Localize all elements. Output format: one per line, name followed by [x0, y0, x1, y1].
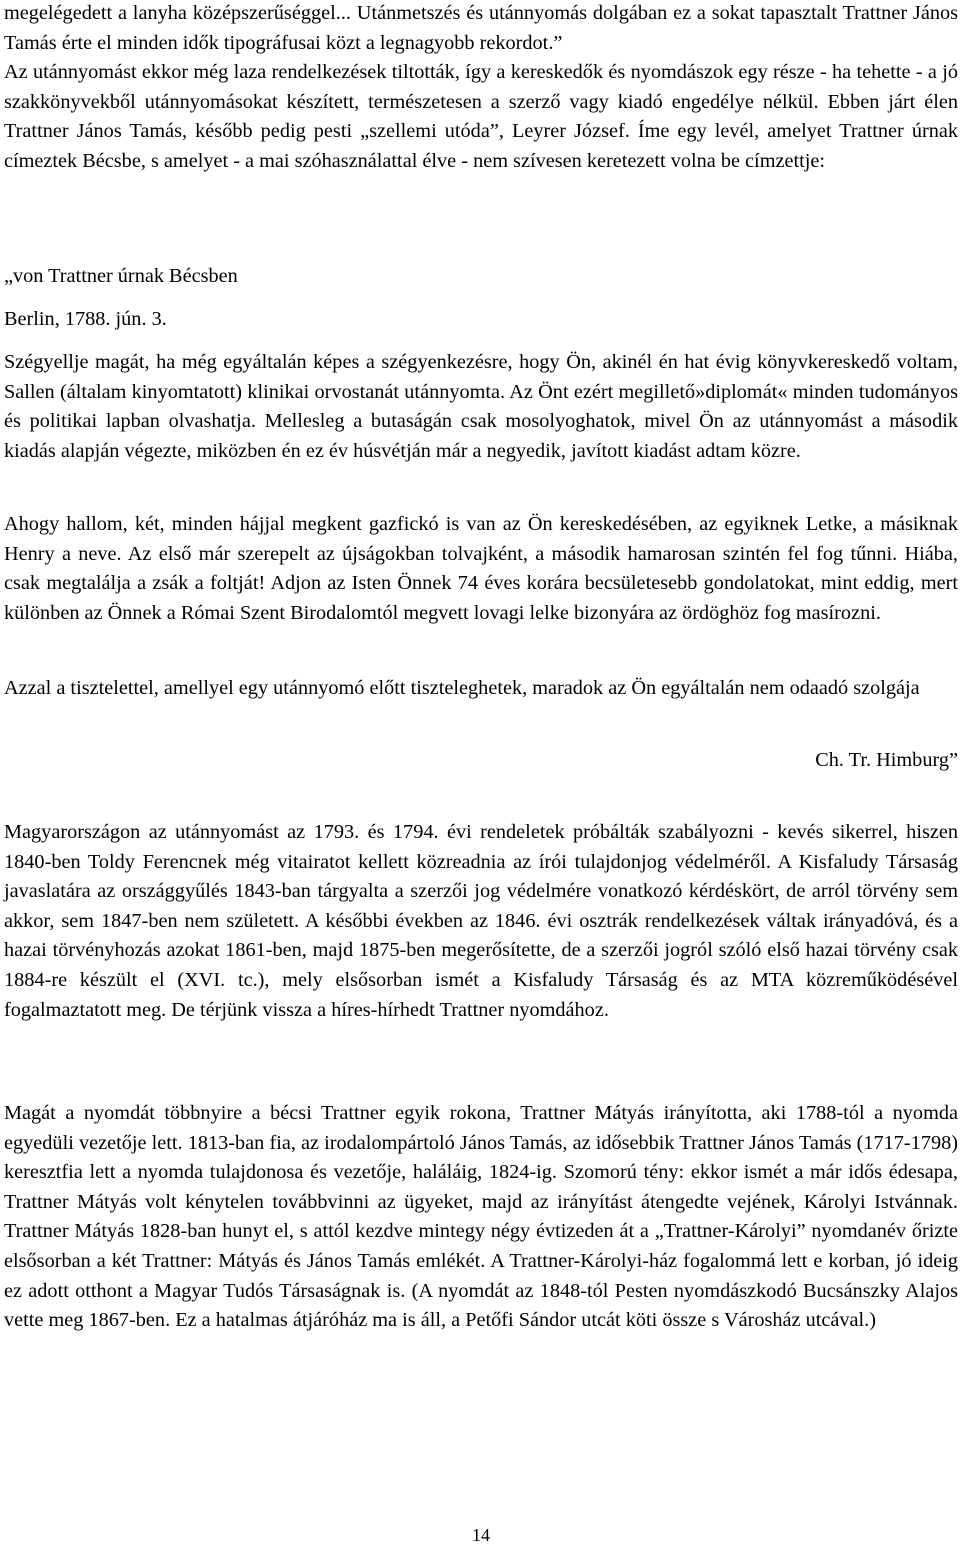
- letter-paragraph-szegyellje: Szégyellje magát, ha még egyáltalán képes a szégyenkezésre, hogy Ön, akinél én hat évig könyvkereskedő voltam, Sallen (általam kinyomtatott) klinikai orvostanát utánnyomta. Az Önt ezért megillető»diplomát« minden tudományos és politikai lapban olvashatja. Mellesleg a butaságán csak mosolyoghatok, mivel Ön az utánnyomást a második kiadás alapján végezte, miközben én ez év húsvétján már a negyedik, javított kiadást adtam közre.: [4, 351, 958, 462]
- letter-paragraph-ahogy: Ahogy hallom, két, minden hájjal megkent gazfickó is van az Ön kereskedésében, az egyiknek Letke, a másiknak Henry a neve. Az első már szerepelt az újságokban tolvajként, a második hamarosan szintén fel fog tűnni. Hiába, csak megtalálja a zsák a foltját! Adjon az Isten Önnek 74 éves korára becsületesebb gondolatokat, mint eddig, mert különben az Önnek a Római Szent Birodalomtól megvett lovagi lelke bizonyára az ördöghöz fog masírozni.: [4, 513, 958, 624]
- page-number: 14: [472, 1525, 490, 1545]
- letter-signature: Ch. Tr. Himburg”: [815, 749, 958, 771]
- paragraph-intro: megelégedett a lanyha középszerűséggel... Utánmetszés és utánnyomás dolgában ez a sokat tapasztalt Trattner János Tamás érte el minden idők tipográfusai közt a legnagyobb rekordot.”: [4, 2, 958, 54]
- paragraph-magyarorszagon: Magyarországon az utánnyomást az 1793. és 1794. évi rendeletek próbálták szabályozni - kevés sikerrel, hiszen 1840-ben Toldy Ferencnek még vitairatot kellett közreadnia az írói tulajdonjog védelméről. A Kisfaludy Társaság javaslatára az országgyűlés 1843-ban tárgyalta a szerzői jog védelmére vonatkozó kérdéskört, de arról törvény sem akkor, sem 1847-ben nem született. A későbbi években az 1846. évi osztrák rendelkezések váltak irányadóvá, és a hazai törvényhozás azokat 1861-ben, majd 1875-ben megerősítette, de a szerzői jogról szóló első hazai törvény csak 1884-re készült el (XVI. tc.), mely elsősorban ismét a Kisfaludy Társaság és az MTA közreműködésével fogalmaztatott meg. De térjünk vissza a híres-hírhedt Trattner nyomdához.: [4, 821, 958, 1021]
- letter-address: „von Trattner úrnak Bécsben: [4, 265, 238, 287]
- letter-date: Berlin, 1788. jún. 3.: [4, 308, 167, 330]
- paragraph-magat-a-nyomdat: Magát a nyomdát többnyire a bécsi Trattner egyik rokona, Trattner Mátyás irányította, aki 1788-tól a nyomda egyedüli vezetője lett. 1813-ban fia, az irodalompártoló János Tamás, az idősebbik Trattner János Tamás (1717-1798) keresztfia lett a nyomda tulajdonosa és vezetője, haláláig, 1824-ig. Szomorú tény: ekkor ismét a már idős édesapa, Trattner Mátyás volt kénytelen továbbvinni az ügyeket, majd az irányítást átengedte vejének, Károlyi Istvánnak. Trattner Mátyás 1828-ban hunyt el, s attól kezdve mintegy négy évtizeden át a „Trattner-Károlyi” nyomdanév őrizte elsősorban a két Trattner: Mátyás és János Tamás emlékét. A Trattner-Károlyi-ház fogalommá lett e korban, jó ideig ez adott otthont a Magyar Tudós Társaságnak is. (A nyomdát az 1848-tól Pesten nyomdászkodó Bucsánszky Alajos vette meg 1867-ben. Ez a hatalmas átjáróház ma is áll, a Petőfi Sándor utcát köti össze s Városház utcával.): [4, 1102, 958, 1332]
- letter-closing: Azzal a tisztelettel, amellyel egy utánnyomó előtt tiszteleghetek, maradok az Ön egyáltalán nem odaadó szolgája: [4, 677, 920, 699]
- paragraph-utannyomas: Az utánnyomást ekkor még laza rendelkezések tiltották, így a kereskedők és nyomdászok egy része - ha tehette - a jó szakkönyvekből utánnyomásokat készített, természetesen a szerző vagy kiadó engedélye nélkül. Ebben járt élen Trattner János Tamás, később pedig pesti „szellemi utóda”, Leyrer József. Íme egy levél, amelyet Trattner úrnak címeztek Bécsbe, s amelyet - a mai szóhasználattal élve - nem szívesen keretezett volna be címzettje:: [4, 61, 958, 172]
